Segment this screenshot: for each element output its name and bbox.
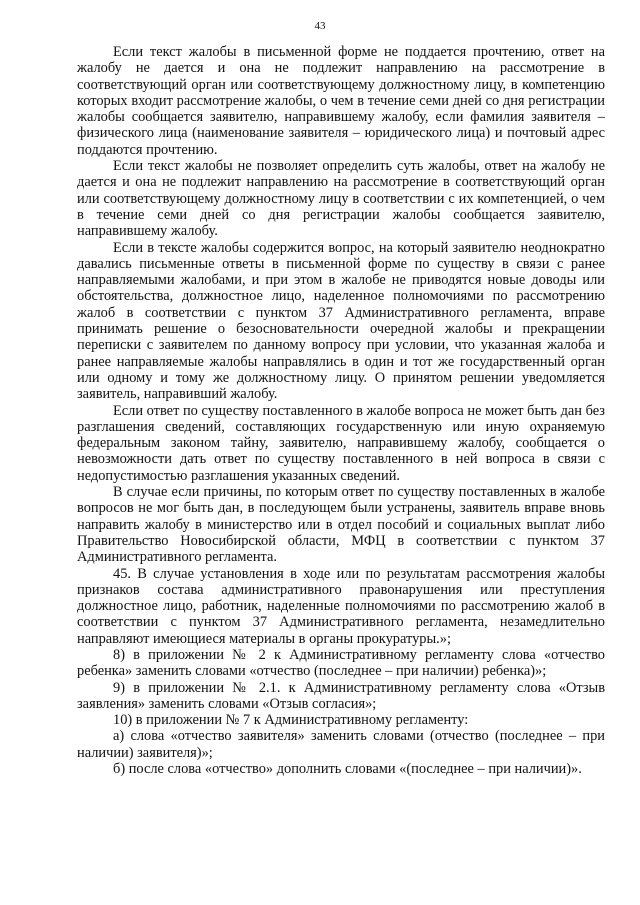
paragraph-11: б) после слова «отчество» дополнить словами «(последнее – при наличии)». bbox=[113, 761, 582, 778]
paragraph-6: 45. В случае установления в ходе или по результатам рассмотрения жалобы признаков состава административного правонарушения или преступления должностное лицо, работник, наделенные полномочиями по рассмотрению жалоб в соответствии с пунктом 37 Административного регламента, незамедлительно направляют имеющиеся материалы в органы прокуратуры.»; bbox=[77, 565, 605, 647]
paragraph-3: Если в тексте жалобы содержится вопрос, на который заявителю неоднократно давались письменные ответы в письменной форме по существу в связи с ранее направляемыми жалобами, и при этом в жалобе не приводятся новые доводы или обстоятельства, должностное лицо, наделенное полномочиями по рассмотрению жалоб в соответствии с пунктом 37 Административного регламента, вправе принимать решение о безосновательности очередной жалобы и прекращении переписки с заявителем по данному вопросу при условии, что указанная жалоба и ранее направляемые жалобы направлялись в один и тот же государственный орган или одному и тому же должностному лицу. О принятом решении уведомляется заявитель, направивший жалобу. bbox=[77, 239, 605, 403]
paragraph-4: Если ответ по существу поставленного в жалобе вопроса не может быть дан без разглашения сведений, составляющих государственную или иную охраняемую федеральным законом тайну, заявителю, направившему жалобу, сообщается о невозможности дать ответ по существу поставленного в ней вопроса в связи с недопустимостью разглашения указанных сведений. bbox=[77, 402, 605, 484]
document-body bbox=[77, 44, 605, 777]
page-number: 43 bbox=[314, 20, 326, 32]
paragraph-9: 10) в приложении № 7 к Административному регламенту: bbox=[113, 712, 469, 729]
paragraph-2: Если текст жалобы не позволяет определить суть жалобы, ответ на жалобу не дается и она не подлежит направлению на рассмотрение в соответствующий орган или соответствующему должностному лицу в соответствии с их компетенцией, о чем в течение семи дней со дня регистрации жалобы сообщается заявителю, направившему жалобу. bbox=[77, 158, 605, 240]
paragraph-5: В случае если причины, по которым ответ по существу поставленных в жалобе вопросов не мог быть дан, в последующем были устранены, заявитель вправе вновь направить жалобу в министерство или в отдел пособий и социальных выплат либо Правительство Новосибирской области, МФЦ в соответствии с пунктом 37 Административного регламента. bbox=[77, 484, 605, 566]
paragraph-8: 9) в приложении № 2.1. к Административному регламенту слова «Отзыв заявления» заменить словами «Отзыв согласия»; bbox=[77, 679, 605, 712]
paragraph-7: 8) в приложении № 2 к Административному регламенту слова «отчество ребенка» заменить словами «отчество (последнее – при наличии) ребенка)»; bbox=[77, 646, 605, 680]
paragraph-1: Если текст жалобы в письменной форме не поддается прочтению, ответ на жалобу не дается и она не подлежит направлению на рассмотрение в соответствующий орган или соответствующему должностному лицу, в компетенцию которых входит рассмотрение жалобы, о чем в течение семи дней со дня регистрации жалобы сообщается заявителю, направившему жалобу, если фамилия заявителя – физического лица (наименование заявителя – юридического лица) и почтовый адрес поддаются прочтению. bbox=[77, 44, 605, 158]
paragraph-10: а) слова «отчество заявителя» заменить словами (отчество (последнее – при наличии) заявителя)»; bbox=[77, 728, 605, 761]
